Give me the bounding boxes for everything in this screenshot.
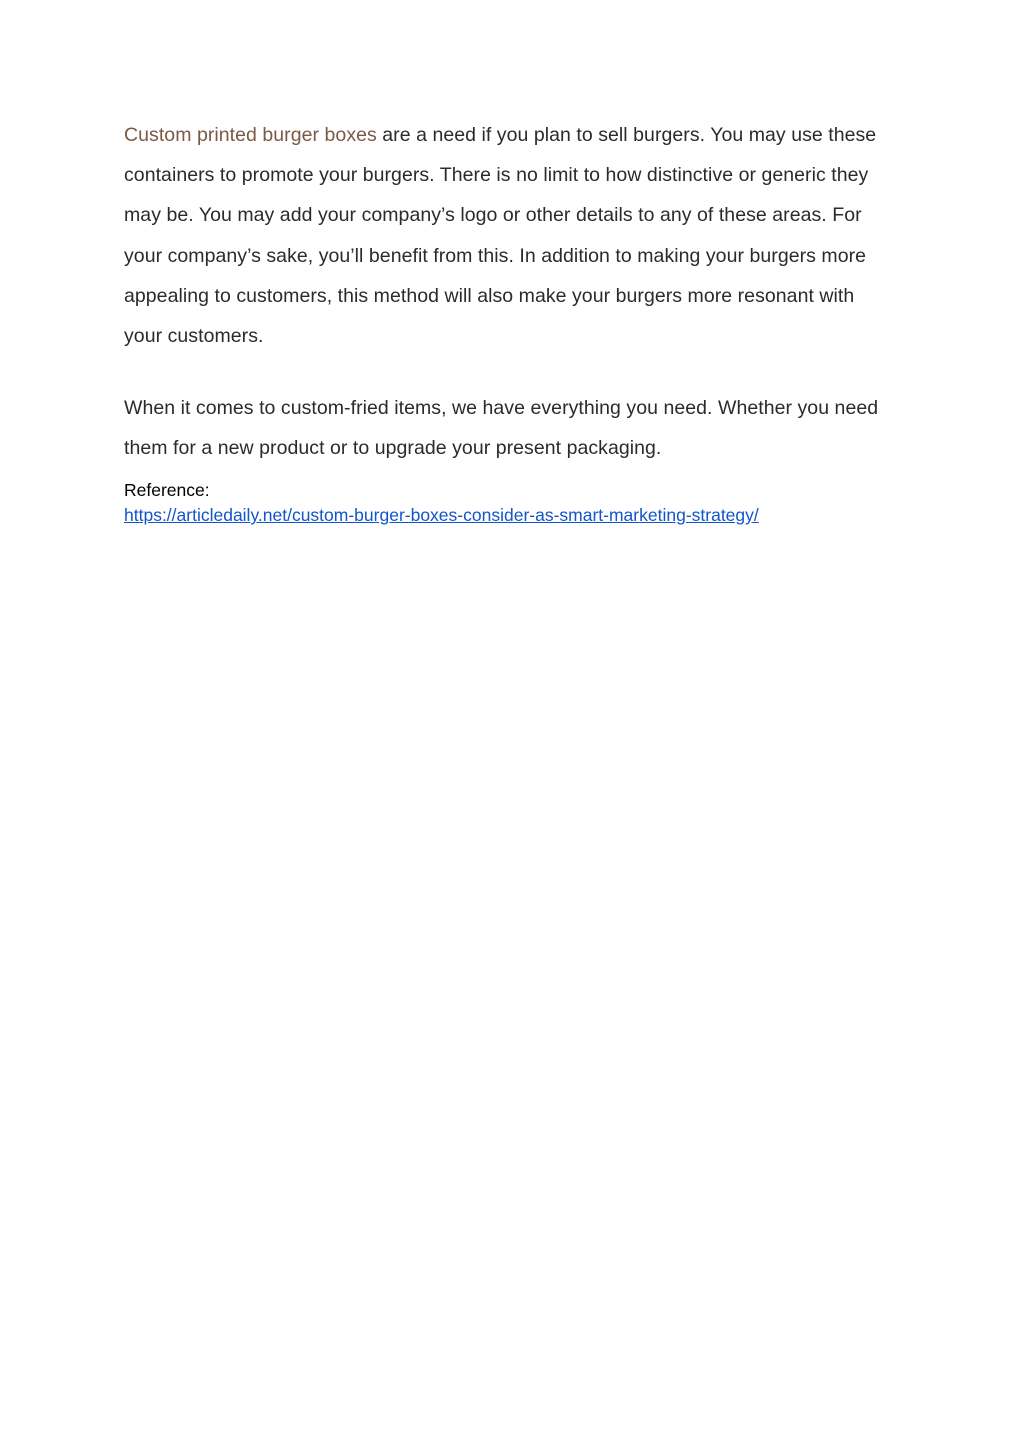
reference-url-link[interactable]: https://articledaily.net/custom-burger-boxes-consider-as-smart-marketing-strategy/: [124, 505, 759, 526]
reference-label: Reference:: [124, 479, 210, 500]
paragraph-1-text: are a need if you plan to sell burgers. You may use these containers to promote your burgers. There is no limit to how distinctive or generic they may be. You may add your company’s logo or other details to any of these areas. For your company’s sake, you’ll benefit from this. In addition to making your burgers more appealing to customers, this method will also make your burgers more resonant with your customers.: [124, 124, 877, 348]
reference-block: [124, 478, 894, 529]
paragraph-2: When it comes to custom-fried items, we have everything you need. Whether you need them for a new product or to upgrade your present packaging.: [124, 397, 879, 460]
paragraph-1: [124, 115, 894, 356]
document-content: [124, 115, 894, 529]
custom-burger-boxes-link[interactable]: Custom printed burger boxes: [124, 124, 377, 146]
